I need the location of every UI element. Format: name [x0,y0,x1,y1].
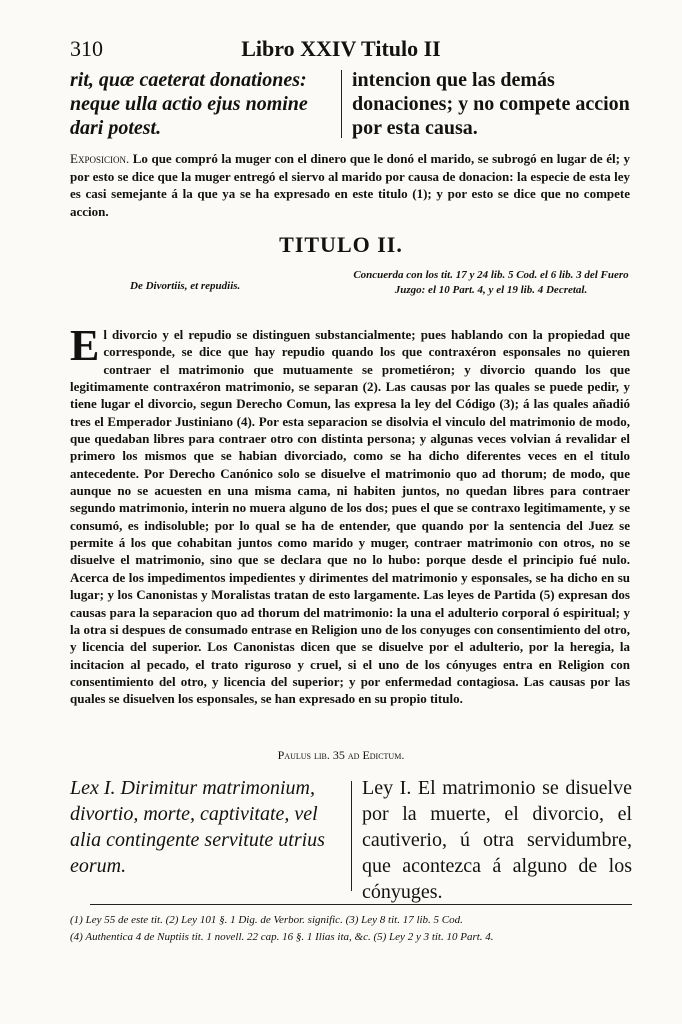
footnote-line: (4) Authentica 4 de Nuptiis tit. 1 novell. 22 cap. 16 §. 1 Ilias ita, &c. (5) Ley 2 y 3 tit. 10 Part. 4. [70,931,494,943]
body-paragraph [70,321,630,708]
exposicion-text: Lo que compró la muger con el dinero que le donó el marido, se subrogó en lugar de él; y por esto se dice que la muger entregó el siervo al marido por causa de donacion: la especie de esta ley es casi semejante á la que ya se ha expresado en este titulo (1); y por esto se dice que no compete accion. [70,151,630,219]
lex-latin: Lex I. Dirimitur matrimonium, divortio, morte, captivitate, vel alia contingente servitute utrius eorum. [70,777,325,877]
lex-column-divider [351,781,352,891]
continuation-spanish: intencion que las demás donaciones; y no compete accion por esta causa. [352,69,630,139]
concordance-note: Concuerda con los tit. 17 y 24 lib. 5 Cod. el 6 lib. 3 del Fuero Juzgo: el 10 Part. 4, y el 19 lib. 4 Decretal. [353,269,629,296]
exposicion-paragraph [70,150,630,220]
page-number: 310 [70,36,103,61]
source-attribution: Paulus lib. 35 ad Edictum. [277,748,405,762]
footnote-rule [90,904,632,905]
running-title: Libro XXIV Titulo II [241,36,441,61]
footnotes [70,912,630,946]
page-header [0,36,682,64]
section-subtitle: De Divortiis, et repudiis. [130,280,241,292]
continuation-latin: rit, quæ caeterat donationes: neque ulla actio ejus nomine dari potest. [70,69,308,139]
section-heading: TITULO II. [279,232,403,257]
drop-cap: E [70,321,100,370]
body-text: l divorcio y el repudio se distinguen substancialmente; pues hablando con la propiedad que corresponde, se dice que hay repudio quando los que contraxéron esponsales no quieren contraer el matrimonio que mutuamente se prometiéron; y divorcio quando los que legitimamente contraxéron matrimonio, se separan (2). Las causas por las quales se puede pedir, y tiene lugar el divorcio, segun Derecho Comun, las expresa la ley del Código (3); á las quales añadió tres el Emperador Justiniano (4). Por esta separacion se disolvia el vinculo del matrimonio de modo, que quedaban libres para contraer otro con distinta persona; y algunas veces volvian á revalidar el primero los mismos que se habian divorciado, como se ha dicho diferentes veces en el titulo antecedente. Por Derecho Canónico solo se disuelve el matrimonio quo ad thorum; de modo, que aunque no se acuesten en una misma cama, ni habiten juntos, no quedan libres para contraer segundo matrimonio, interin no muera alguno de los dos; pues el que se contraxo legitimamente, y se consumó, es indisoluble; por lo qual se ha de entender, que quando por la sentencia del Juez se permite á los que cohabitan juntos como marido y muger, contraer matrimonio con otros, no se disuelve el matrimonio, sino que se declara que no lo hubo: porque desde el principio fué nulo. Acerca de los impedimentos impedientes y dirimentes del matrimonio y esponsales, se ha dicho en su lugar; y los Canonistas y Moralistas tratan de esto largamente. Las leyes de Partida (5) expresan dos causas para la separacion quo ad thorum del matrimonio: la una el adulterio corporal ó espiritual; y la otra si despues de consumado entrase en Religion uno de los conyuges con consentimiento del otro, y licencia del superior. Los Canonistas dicen que se disuelve por el adulterio, por la heregia, la incitacion al pecado, el trato riguroso y cruel, si el uno de los cónyuges entra en Religion con consentimiento del otro, y licencia del superior; y por enfermedad contagiosa. Las causas por las quales se disuelven los esponsales, se han expresado en su propio titulo. [70,327,630,707]
footnote-line: (1) Ley 55 de este tit. (2) Ley 101 §. 1 Dig. de Verbor. signific. (3) Ley 8 tit. 17 lib. 5 Cod. [70,914,463,926]
lex-spanish: Ley I. El matrimonio se disuelve por la muerte, el divorcio, el cautiverio, ú otra servidumbre, que acontezca á alguno de los cónyuges. [362,777,632,903]
column-divider [341,70,342,138]
exposicion-label: Exposicion. [70,151,130,166]
